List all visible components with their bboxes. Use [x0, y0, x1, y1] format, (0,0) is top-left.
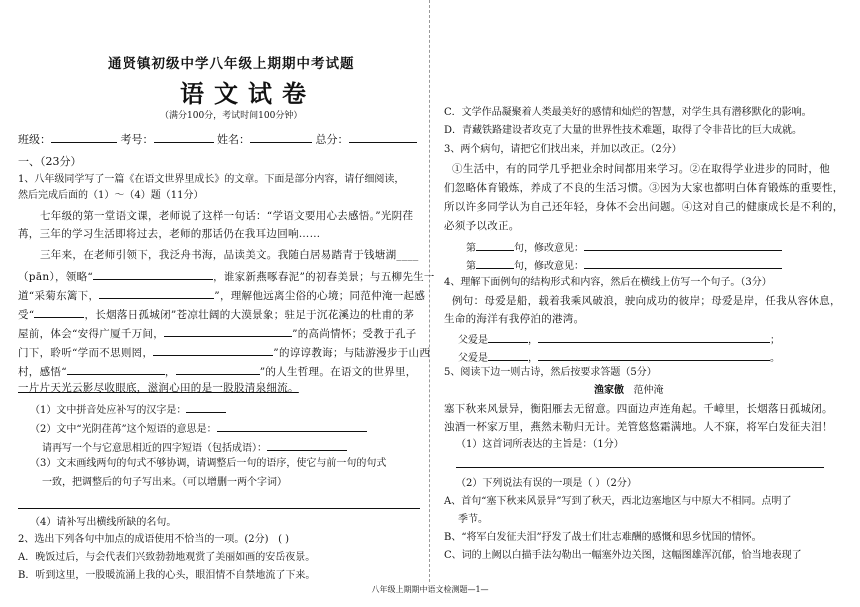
imitate-line: 父爱是 ， 。 [458, 350, 780, 364]
option-d: D．青藏铁路建设者攻克了大量的世界性技术难题，取得了令非昔比的巨大成就。 [444, 125, 803, 136]
answer-blank[interactable] [584, 258, 782, 269]
q3-text: ①生活中，有的同学几乎把业余时间都用来学习。②在取得学业进步的同时，他 [452, 163, 830, 175]
q5-option: B、“将军白发征夫泪”抒发了战士们壮志难酬的感慨和思乡忧国的情怀。 [444, 532, 762, 543]
answer-blank[interactable] [99, 288, 214, 299]
sub-question: （2）文中“光阴荏苒”这个短语的意思是： [30, 421, 367, 435]
school-title: 通贤镇初级中学八年级上期期中考试题 [108, 56, 355, 72]
answer-blank[interactable] [34, 307, 84, 318]
sub-question: （1）文中拼音处应补写的汉字是： [30, 402, 226, 416]
answer-blank[interactable] [476, 258, 514, 269]
q1-intro: 1、八年级同学写了一篇《在语文世界里成长》的文章。下面是部分内容，请仔细阅读， [18, 174, 405, 185]
poem-line: 塞下秋来风景异，衡阳雁去无留意。四面边声连角起。千嶂里，长烟落日孤城闭。 [444, 403, 833, 415]
passage-line: （pān），领略“ ，谁家新燕啄春泥”的初春美景；与五柳先生一 [18, 271, 435, 283]
passage-line: 苒，三年的学习生活即将过去，老师的那话仍在我耳边回响…… [18, 228, 321, 240]
question-2: 2、选出下列各句中加点的成语使用不恰当的一项。(2分) ( ) [18, 534, 290, 545]
class-blank[interactable] [51, 132, 117, 143]
option-b: B．听到这里，一股暖流涌上我的心头，眼泪情不自禁地流了下来。 [18, 570, 316, 581]
answer-blank[interactable] [488, 350, 528, 361]
answer-blank[interactable] [67, 364, 165, 375]
q3-text: 们忽略体育锻炼，养成了不良的生活习惯。③因为大家也都明白体育锻炼的重要性， [444, 182, 844, 194]
answer-blank[interactable] [176, 364, 260, 375]
passage-line: 七年级的第一堂语文课，老师说了这样一句话：“学语文要用心去感悟。”光阴荏 [40, 210, 414, 222]
question-3: 3、两个病句，请把它们找出来，并加以改正。（2分） [444, 144, 682, 155]
answer-line[interactable] [18, 508, 420, 509]
answer-blank[interactable] [164, 326, 292, 337]
answer-blank[interactable] [217, 421, 367, 432]
q4-example: 例句：母爱是船，载着我乘风破浪，驶向成功的彼岸；母爱是岸，任我从容休息， [452, 295, 841, 307]
passage-line: 门下，聆听“学而不思则罔， ”的谆谆教诲；与陆游漫步于山西 [18, 347, 431, 359]
answer-blank[interactable] [538, 332, 770, 343]
q5-option: A、首句“塞下秋来风景异”写到了秋天，西北边塞地区与中原大不相同。点明了 [444, 496, 792, 507]
passage-line: 村，感悟“ ， ”的人生哲理。在语文的世界里， [18, 366, 417, 378]
answer-blank[interactable] [476, 240, 514, 251]
subject-title: 语文试卷 [180, 79, 316, 108]
poem-heading [594, 386, 664, 396]
poem-line: 浊酒一杯家万里，燕然未勒归无计。羌管悠悠霜满地。人不寐，将军白发征夫泪！ [444, 421, 833, 433]
name-label: 姓名： [217, 133, 250, 146]
column-divider [429, 0, 430, 582]
q4-example: 生命的海洋有我停泊的港湾。 [444, 313, 585, 325]
question-5: 5、阅读下边一则古诗，然后按要求答题（5分） [444, 367, 657, 378]
name-blank[interactable] [250, 132, 312, 143]
id-blank[interactable] [154, 132, 214, 143]
poem-author: 范仲淹 [633, 385, 664, 396]
passage-line: 三年来，在老师引领下，我泛舟书海，品读美文。我随白居易踏青于钱塘湖____ [40, 249, 419, 261]
q5-sub: （1）这首词所表达的主旨是：（1分） [456, 439, 624, 450]
student-info-line [18, 132, 417, 145]
option-a: A．晚饭过后，与会代表们兴致勃勃地观赏了美丽如画的安岳夜景。 [18, 552, 316, 563]
q3-text: 必须予以改正。 [444, 220, 520, 232]
answer-blank[interactable] [488, 332, 528, 343]
sub-question: 一致，把调整后的句子写出来。（可以增删一两个字词） [42, 477, 287, 488]
answer-blank[interactable] [584, 240, 782, 251]
sub-question: （4）请补写出横线所缺的名句。 [30, 517, 177, 528]
question-4: 4、理解下面例句的结构形式和内容，然后在横线上仿写一个句子。（3分） [444, 277, 772, 288]
q5-sub: （2）下列说法有误的一项是（ ）（2分） [456, 478, 637, 489]
passage-line: 屋前，体会“安得广厦千万间， ”的高尚情怀；受教于孔子 [18, 328, 417, 340]
fix-line: 第 句，修改意见： [466, 240, 782, 254]
id-label: 考号： [120, 133, 154, 146]
class-label: 班级： [18, 133, 51, 146]
total-blank[interactable] [349, 132, 417, 143]
answer-blank[interactable] [267, 440, 347, 451]
sub-question: 请再写一个与它意思相近的四字短语（包括成语）： [42, 440, 347, 454]
fix-line: 第 句，修改意见： [466, 258, 782, 272]
poem-title: 渔家傲 [594, 385, 624, 396]
answer-line[interactable] [456, 467, 824, 468]
passage-line: 道“采菊东篱下， ”，理解他远离尘俗的心境；同范仲淹一起感 [18, 290, 426, 302]
section-heading: 一、（23分） [18, 155, 82, 168]
page-footer: 八年级上期期中语文检测题—1— [371, 585, 489, 594]
imitate-line: 父爱是 ， ； [458, 332, 780, 346]
answer-blank[interactable] [186, 402, 226, 413]
total-label: 总分： [315, 133, 349, 146]
answer-blank[interactable] [93, 269, 213, 280]
q3-text: 所以许多同学认为自己还年轻，身体不会出问题。④这对自己的健康成长是不利的， [444, 201, 844, 213]
underlined-sentence: 一片片天光云影尽收眼底，滋润心田的是一股股清泉细流。 [18, 382, 299, 394]
option-c: C．文学作品凝聚着人类最美好的感情和灿烂的智慧，对学生具有潜移默化的影响。 [444, 107, 812, 118]
q5-option: C、词的上阙以白描手法勾勒出一幅塞外边关图，这幅图雄浑沉郁，恰当地表现了 [444, 550, 802, 561]
sub-question: （3）文末画线两句的句式不够协调，请调整后一句的语序，使它与前一句的句式 [30, 458, 387, 469]
answer-blank[interactable] [153, 345, 273, 356]
passage-line: 受“ ，长烟落日孤城闭”苍凉壮阔的大漠景象；驻足于沉花溪边的杜甫的茅 [18, 309, 415, 321]
score-note: （满分100分，考试时间100分钟） [160, 111, 303, 121]
answer-blank[interactable] [538, 350, 770, 361]
q1-intro: 然后完成后面的（1）～（4）题（11分） [18, 190, 204, 201]
q5-option: 季节。 [458, 514, 488, 525]
